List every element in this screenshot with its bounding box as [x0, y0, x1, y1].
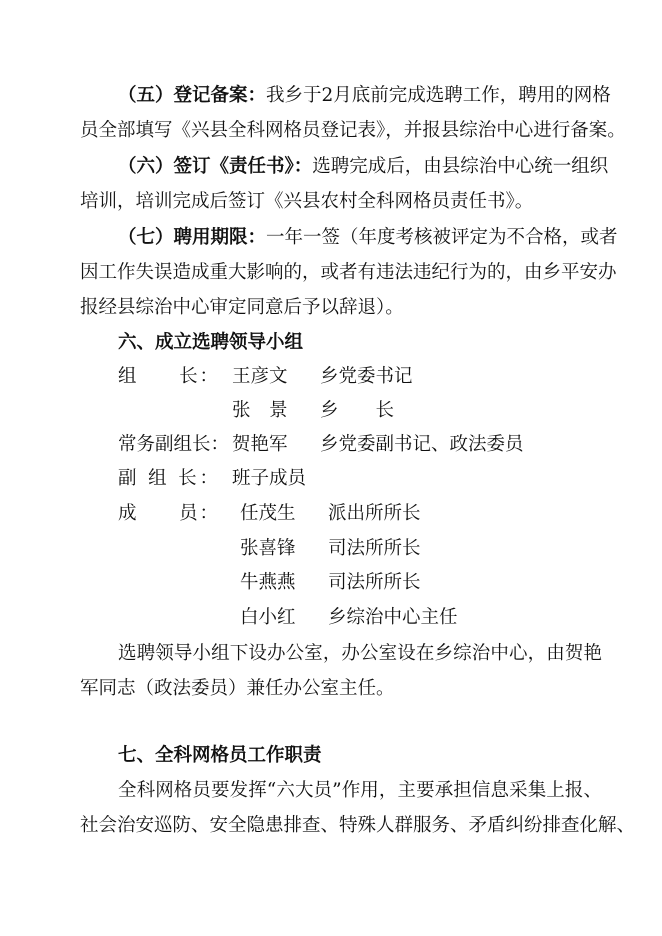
- roster-name: 贺艳军: [232, 434, 288, 455]
- roster-role: 常务副组长：: [118, 434, 230, 455]
- paragraph-duties-line2: 社会治安巡防、安全隐患排查、特殊人群服务、矛盾纠纷排查化解、: [80, 815, 636, 836]
- roster-title: 乡党委书记: [320, 366, 413, 387]
- roster-name: 牛燕燕: [240, 572, 296, 593]
- roster-title: 乡 长: [320, 400, 395, 421]
- roster-name: 任茂生: [240, 503, 296, 524]
- paragraph-term-line3: 报经县综治中心审定同意后予以辞退）。: [80, 297, 404, 318]
- section-heading-grid-duties: 七、全科网格员工作职责: [118, 745, 322, 766]
- roster-role: 组 长：: [118, 366, 218, 387]
- roster-name: 王彦文: [232, 366, 288, 387]
- roster-name: 张 景: [232, 400, 288, 421]
- section-heading-leadership-group: 六、成立选聘领导小组: [118, 332, 304, 353]
- paragraph-registration-line1: [118, 84, 611, 108]
- paragraph-office-line1: 选聘领导小组下设办公室，办公室设在乡综治中心，由贺艳: [118, 643, 602, 664]
- paragraph-responsibility-line1: [118, 155, 609, 179]
- term-label: （七）聘用期限：: [118, 227, 267, 248]
- term-text-1: 一年一签（年度考核被评定为不合格，或者: [266, 227, 618, 248]
- paragraph-term-line1: [118, 226, 618, 250]
- roster-title: 司法所所长: [328, 538, 421, 559]
- paragraph-registration-line2: 员全部填写《兴县全科网格员登记表》，并报县综治中心进行备案。: [80, 120, 626, 141]
- paragraph-term-line2: 因工作失误造成重大影响的，或者有违法违纪行为的，由乡平安办: [80, 262, 617, 283]
- roster-name: 张喜锋: [240, 538, 296, 559]
- responsibility-label: （六）签订《责任书》：: [118, 156, 313, 177]
- roster-role: 成 员：: [118, 503, 218, 524]
- roster-title: 司法所所长: [328, 572, 421, 593]
- paragraph-office-line2: 军同志（政法委员）兼任办公室主任。: [80, 678, 395, 699]
- roster-title: 派出所所长: [328, 503, 421, 524]
- paragraph-responsibility-line2: 培训，培训完成后签订《兴县农村全科网格员责任书》。: [80, 191, 534, 212]
- paragraph-duties-line1: 全科网格员要发挥“六大员”作用，主要承担信息采集上报、: [118, 780, 602, 801]
- roster-name: 白小红: [240, 607, 296, 628]
- roster-title: 乡综治中心主任: [328, 607, 458, 628]
- responsibility-text-1: 选聘完成后，由县综治中心统一组织: [312, 156, 609, 177]
- roster-title: 乡党委副书记、政法委员: [320, 434, 524, 455]
- registration-text-1: 我乡于2月底前完成选聘工作，聘用的网格: [266, 85, 611, 106]
- roster-name: 班子成员: [232, 468, 307, 489]
- roster-role: 副 组 长：: [118, 468, 218, 489]
- registration-label: （五）登记备案：: [118, 85, 267, 106]
